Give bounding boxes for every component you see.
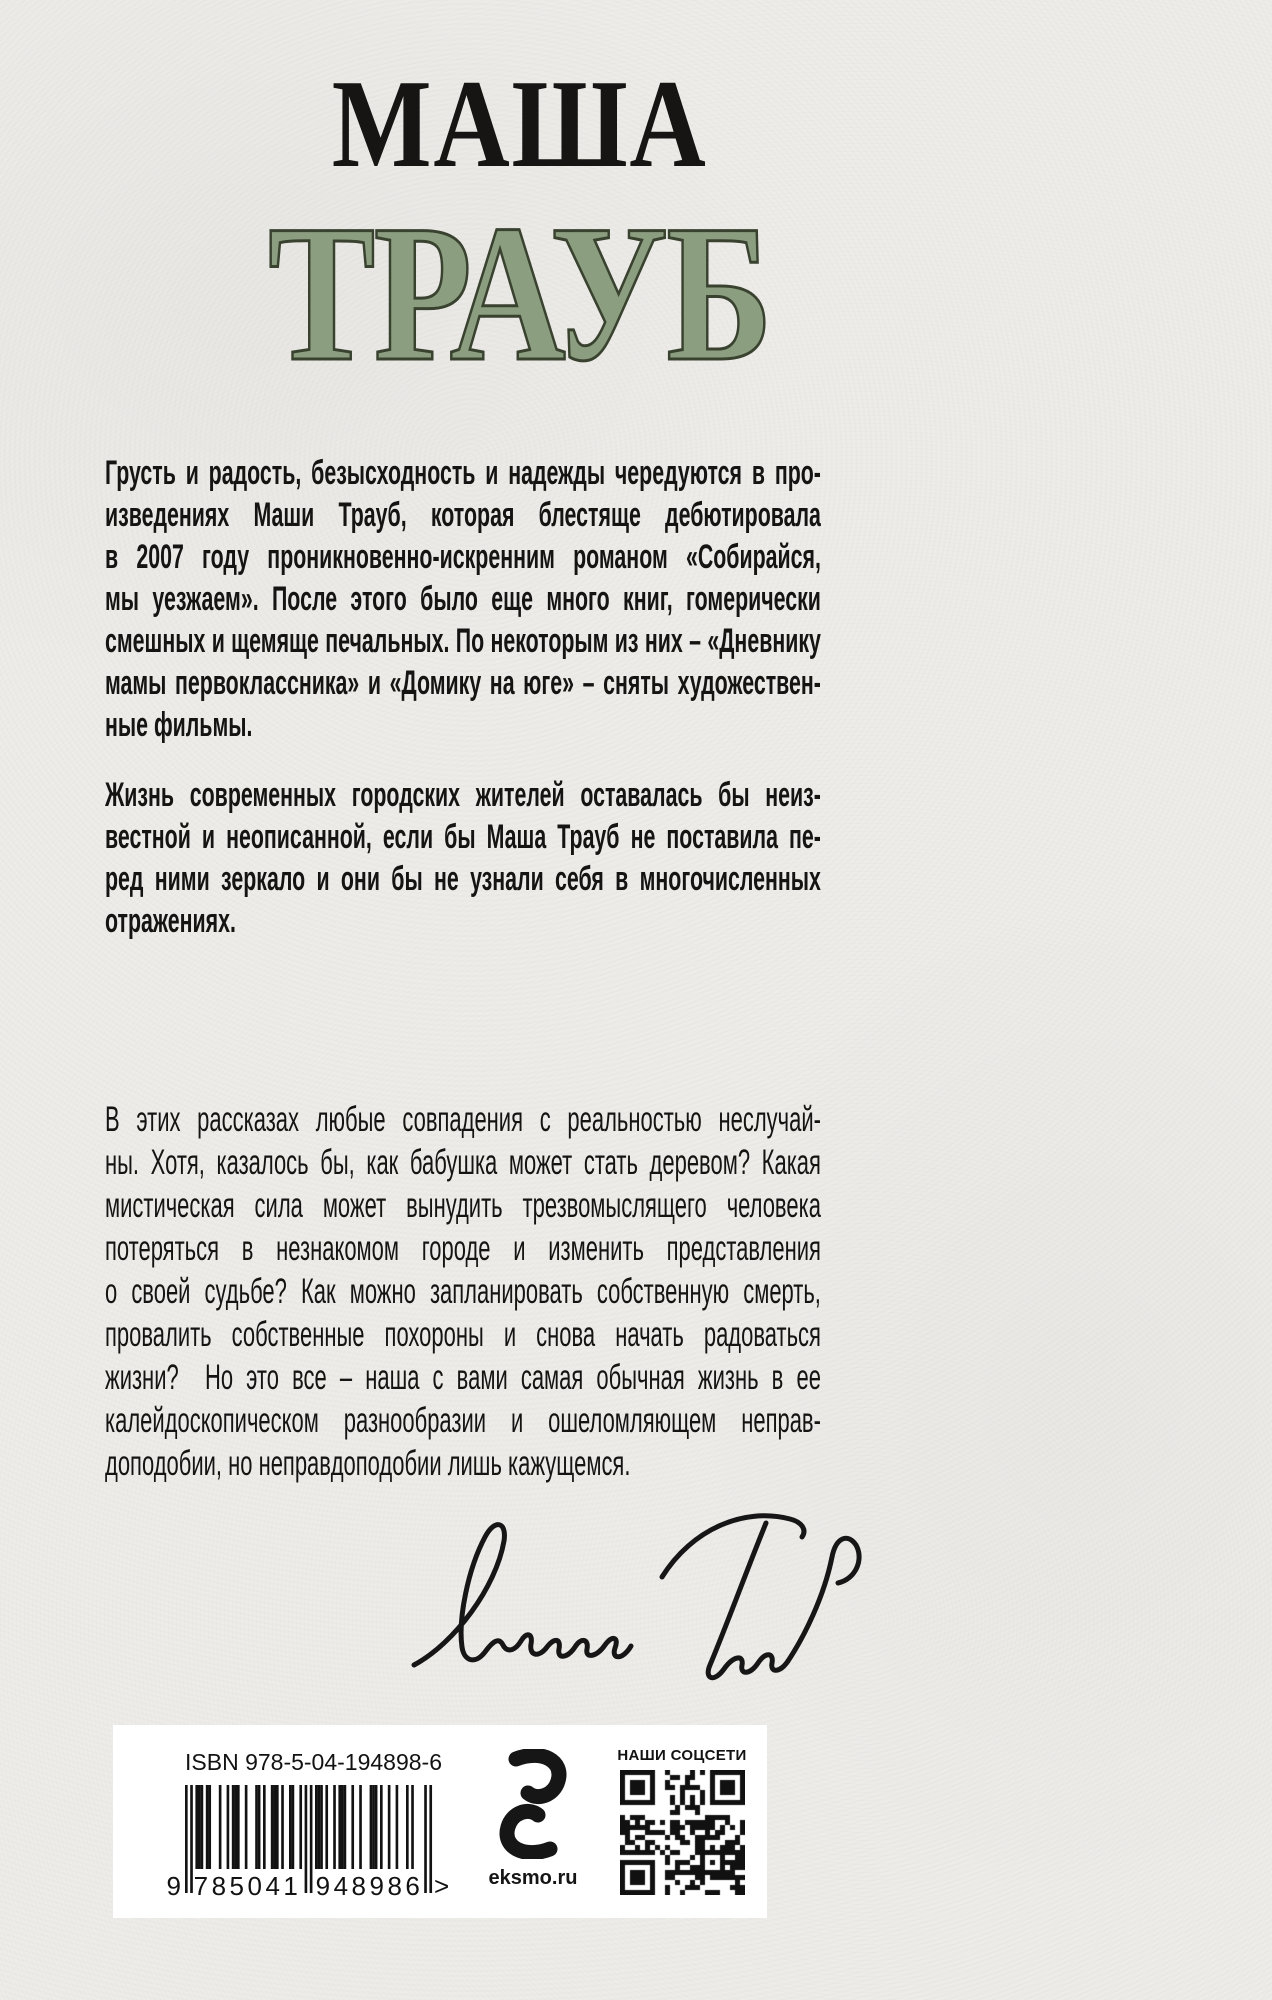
annotation-line: ны. Хотя, казалось бы, как бабушка может стать деревом? Какая (105, 1143, 821, 1182)
isbn-label: ISBN 978-5-04-194898-6 (185, 1749, 442, 1775)
qr-block (616, 1747, 748, 1895)
publisher-block (473, 1725, 593, 1918)
author-first-name: МАША (332, 55, 708, 194)
annotation-line: Грусть и радость, безысходность и надежды чередуются в про- (105, 454, 821, 492)
annotation-line: вестной и неописанной, если бы Маша Трауб не поставила пе- (105, 818, 821, 856)
author-last-name: ТРАУБ (268, 185, 772, 402)
annotation-line: доподобии, но неправдоподобии лишь кажущемся. (105, 1444, 631, 1483)
annotation-paragraph-2 (105, 774, 821, 942)
annotation-line: потеряться в незнакомом городе и изменить представления (105, 1229, 821, 1268)
annotation-line: провалить собственные похороны и снова начать радоваться (105, 1315, 821, 1354)
annotation-line: Жизнь современных городских жителей оставалась бы неиз- (105, 776, 821, 814)
annotation-line: мамы первоклассника» и «Домику на юге» – сняты художествен- (105, 664, 821, 702)
isbn-barcode-block (166, 1749, 463, 1919)
annotation-paragraph-1 (105, 452, 821, 746)
annotation-line: В этих рассказах любые совпадения с реальностью неслучай- (105, 1100, 821, 1139)
signature-icon (400, 1495, 880, 1705)
qr-code (620, 1770, 745, 1895)
annotation-line: изведениях Маши Трауб, которая блестяще дебютировала (105, 496, 821, 534)
annotation-line: о своей судьбе? Как можно запланировать собственную смерть, (105, 1272, 821, 1311)
annotation-line: ред ними зеркало и они бы не узнали себя в многочисленных (105, 860, 821, 898)
eksmo-logo-icon (494, 1749, 572, 1864)
qr-section-label: НАШИ СОЦСЕТИ (617, 1747, 747, 1764)
barcode-end-mark: > (434, 1871, 450, 1901)
barcode-digit-group1: 785041 (193, 1871, 302, 1901)
barcode-digit-lead: 9 (166, 1871, 181, 1901)
annotation-line: в 2007 году проникновенно-искренним романом «Собирайся, (105, 538, 821, 576)
annotation-line: калейдоскопическом разнообразии и ошеломляющем неправ- (105, 1401, 821, 1440)
annotation-line: ные фильмы. (105, 706, 253, 744)
info-box (113, 1725, 767, 1918)
annotation-paragraph-3 (105, 1098, 821, 1485)
annotation-line: мистическая сила может вынудить трезвомыслящего человека (105, 1186, 821, 1225)
annotation-line: жизни? Но это все – наша с вами самая обычная жизнь в ее (105, 1358, 821, 1397)
barcode-digit-group2: 948986 (315, 1871, 424, 1901)
annotation-line: мы уезжаем». После этого было еще много книг, гомерически (105, 580, 821, 618)
annotation-line: отражениях. (105, 902, 236, 940)
title-block (0, 0, 1040, 402)
publisher-site-label: eksmo.ru (488, 1867, 578, 1889)
annotation-line: смешных и щемяще печальных. По некоторым из них – «Дневнику (105, 622, 821, 660)
author-signature (400, 1495, 880, 1705)
